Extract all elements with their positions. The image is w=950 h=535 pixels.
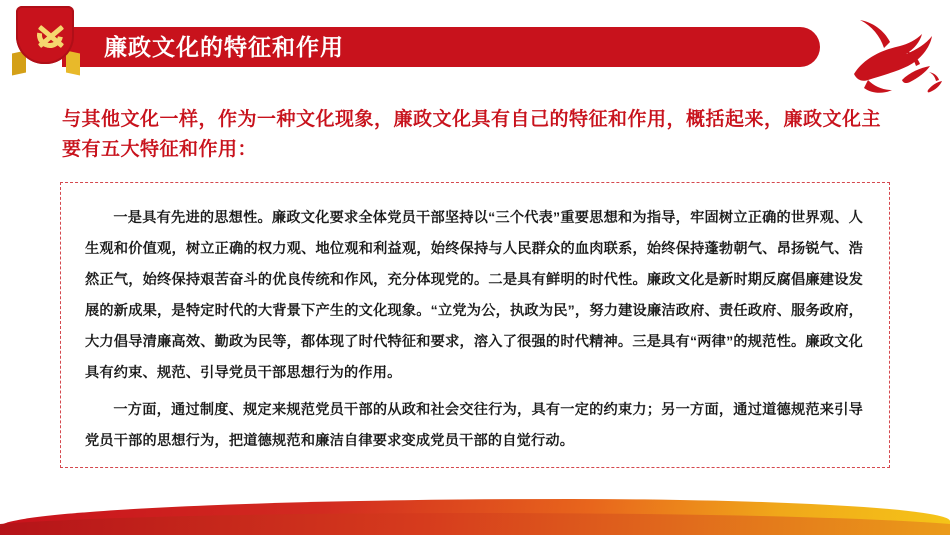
party-emblem-icon xyxy=(10,4,82,76)
peace-doves-icon xyxy=(824,6,944,106)
page-header xyxy=(0,0,950,92)
content-body xyxy=(61,183,889,457)
footer-wave-back xyxy=(0,513,950,535)
hammer-sickle-icon xyxy=(32,18,70,56)
emblem-shield xyxy=(16,6,74,64)
footer-decoration xyxy=(0,499,950,535)
page-title: 廉政文化的特征和作用 xyxy=(104,34,344,60)
body-paragraph: 一是具有先进的思想性。廉政文化要求全体党员干部坚持以“三个代表”重要思想和为指导，牢固树立正确的世界观、人生观和价值观，树立正确的权力观、地位观和利益观，始终保持与人民群众的血肉联系，始终保持蓬勃朝气、昂扬锐气、浩然正气，始终保持艰苦奋斗的优良传统和作风，充分体现党的。二是具有鲜明的时代性。廉政文化是新时期反腐倡廉建设发展的新成果，是特定时代的大背景下产生的文化现象。“立党为公，执政为民”，努力建设廉洁政府、责任政府、服务政府，大力倡导清廉高效、勤政为民等，都体现了时代特征和要求，溶入了很强的时代精神。三是具有“两律”的规范性。廉政文化具有约束、规范、引导党员干部思想行为的作用。 xyxy=(85,210,863,381)
content-box xyxy=(60,182,890,468)
intro-paragraph: 与其他文化一样，作为一种文化现象，廉政文化具有自己的特征和作用，概括起来，廉政文化主要有五大特征和作用： xyxy=(62,109,882,160)
body-paragraph: 一方面，通过制度、规定来规范党员干部的从政和社会交往行为，具有一定的约束力；另一方面，通过道德规范来引导党员干部的思想行为，把道德规范和廉洁自律要求变成党员干部的自觉行动。 xyxy=(85,402,863,449)
